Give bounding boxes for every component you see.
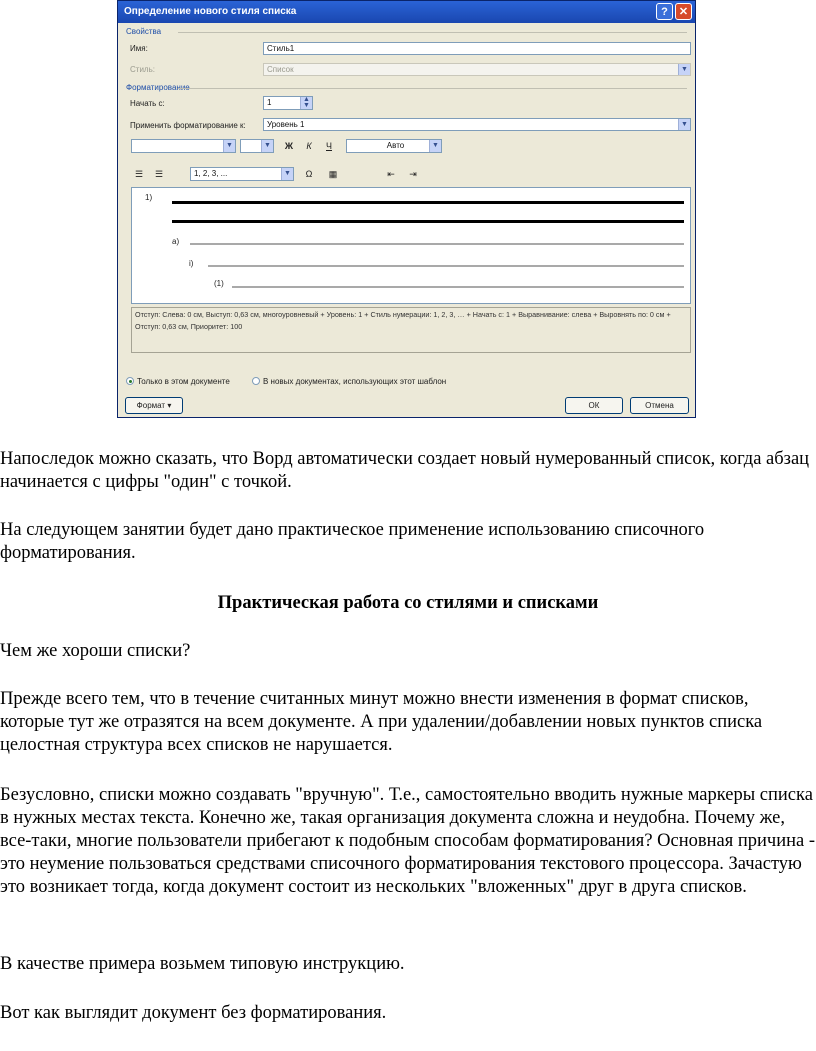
group-properties-label: Свойства bbox=[126, 27, 162, 36]
font-color-select[interactable] bbox=[346, 139, 442, 153]
paragraph-next-lesson: На следующем занятии будет дано практическое применение использованию списочного форматирования. bbox=[0, 520, 705, 563]
style-select bbox=[263, 63, 691, 76]
preview-level3-number: i) bbox=[189, 259, 194, 268]
help-button[interactable]: ? bbox=[656, 3, 673, 20]
increase-indent-icon[interactable]: ⇥ bbox=[409, 169, 417, 179]
insert-symbol-button[interactable]: Ω bbox=[305, 169, 313, 179]
start-at-label: Начать с: bbox=[130, 99, 165, 108]
chevron-down-icon[interactable]: ▼ bbox=[261, 140, 273, 152]
apply-to-label: Применить форматирование к: bbox=[130, 121, 246, 130]
radio-this-document-label: Только в этом документе bbox=[137, 377, 230, 386]
start-at-spinner[interactable] bbox=[263, 96, 313, 110]
section-heading: Практическая работа со стилями и списками bbox=[217, 593, 599, 613]
apply-to-value: Уровень 1 bbox=[267, 120, 305, 129]
chevron-down-icon[interactable]: ▼ bbox=[678, 119, 690, 130]
radio-new-documents[interactable] bbox=[252, 377, 446, 386]
preview-line bbox=[232, 286, 684, 288]
font-name-select[interactable] bbox=[131, 139, 236, 153]
font-color-value: Авто bbox=[386, 141, 405, 150]
preview-level2-number: a) bbox=[172, 237, 180, 246]
insert-picture-icon[interactable]: ▦ bbox=[328, 169, 338, 179]
apply-to-select[interactable] bbox=[263, 118, 691, 131]
underline-button[interactable]: Ч bbox=[326, 141, 332, 151]
radio-new-documents-label: В новых документах, использующих этот шаблон bbox=[263, 377, 447, 386]
preview-line bbox=[172, 220, 684, 223]
bold-button[interactable]: Ж bbox=[284, 141, 294, 151]
italic-button[interactable]: К bbox=[306, 141, 312, 151]
paragraph-manual-lists: Безусловно, списки можно создавать "вручную". Т.е., самостоятельно вводить нужные маркеры списка в нужных местах текста. Конечно же, такая организация документа сложна и неудобна. Почему же, все-таки, многие пользователи прибегают к подобным способам форматирования? Основная причина - это неумение пользоваться средствами списочного форматирования текстового процессора. Зачастую это возникает тогда, когда документ состоит из нескольких "вложенных" друг в друга списков. bbox=[0, 785, 816, 897]
cancel-button[interactable]: Отмена bbox=[630, 397, 689, 414]
format-button[interactable]: Формат ▾ bbox=[125, 397, 183, 414]
close-button[interactable]: ✕ bbox=[675, 3, 692, 20]
bulleted-list-icon[interactable]: ☰ bbox=[154, 169, 164, 179]
chevron-down-icon[interactable]: ▼ bbox=[429, 140, 441, 152]
chevron-down-icon: ▼ bbox=[678, 64, 690, 75]
paragraph-example: В качестве примера возьмем типовую инструкцию. bbox=[0, 954, 405, 974]
preview-level4-number: (1) bbox=[214, 279, 224, 288]
chevron-down-icon[interactable]: ▼ bbox=[281, 168, 293, 180]
preview-line bbox=[190, 243, 684, 245]
paragraph-question: Чем же хороши списки? bbox=[0, 641, 191, 661]
dialog-title: Определение нового стиля списка bbox=[124, 6, 297, 17]
font-size-select[interactable] bbox=[240, 139, 274, 153]
chevron-down-icon[interactable]: ▼ bbox=[223, 140, 235, 152]
number-format-value: 1, 2, 3, ... bbox=[194, 169, 228, 178]
name-input[interactable]: Стиль1 bbox=[263, 42, 691, 55]
group-properties bbox=[126, 27, 687, 36]
preview-level1-number: 1) bbox=[145, 193, 153, 202]
style-select-value: Список bbox=[267, 65, 294, 74]
name-label: Имя: bbox=[130, 44, 148, 53]
radio-this-document[interactable] bbox=[126, 377, 230, 386]
start-at-value: 1 bbox=[267, 98, 272, 107]
group-formatting bbox=[126, 83, 687, 92]
decrease-indent-icon[interactable]: ⇤ bbox=[387, 169, 395, 179]
numbered-list-icon[interactable]: ☰ bbox=[134, 169, 144, 179]
group-formatting-label: Форматирование bbox=[126, 83, 190, 92]
radio-unselected-icon[interactable] bbox=[252, 377, 260, 385]
spinner-arrows-icon[interactable]: ▲ ▼ bbox=[300, 97, 312, 109]
radio-selected-icon[interactable] bbox=[126, 377, 134, 385]
preview-line bbox=[208, 265, 684, 267]
dialog-window bbox=[117, 0, 696, 418]
paragraph-benefits: Прежде всего тем, что в течение считанных минут можно внести изменения в формат списков, которые тут же отразятся на всем документе. А при удалении/добавлении новых пунктов списка целостная структура всех списков не нарушается. bbox=[0, 689, 763, 755]
style-description: Отступ: Слева: 0 см, Выступ: 0,63 см, многоуровневый + Уровень: 1 + Стиль нумерации: 1, 2, 3, … + Начать с: 1 + Выравнивание: слева + Выровнять по: 0 см + Отступ: 0,63 см, Приоритет: 100 bbox=[131, 307, 691, 353]
paragraph-unformatted: Вот как выглядит документ без форматирования. bbox=[0, 1003, 387, 1023]
paragraph-autonumber: Напоследок можно сказать, что Ворд автоматически создает новый нумерованный список, когда абзац начинается с цифры "один" с точкой. bbox=[0, 449, 810, 492]
number-format-select[interactable] bbox=[190, 167, 294, 181]
style-label: Стиль: bbox=[130, 65, 155, 74]
list-preview bbox=[131, 187, 691, 304]
dialog-titlebar bbox=[118, 1, 695, 23]
preview-line bbox=[172, 201, 684, 204]
ok-button[interactable]: ОК bbox=[565, 397, 623, 414]
